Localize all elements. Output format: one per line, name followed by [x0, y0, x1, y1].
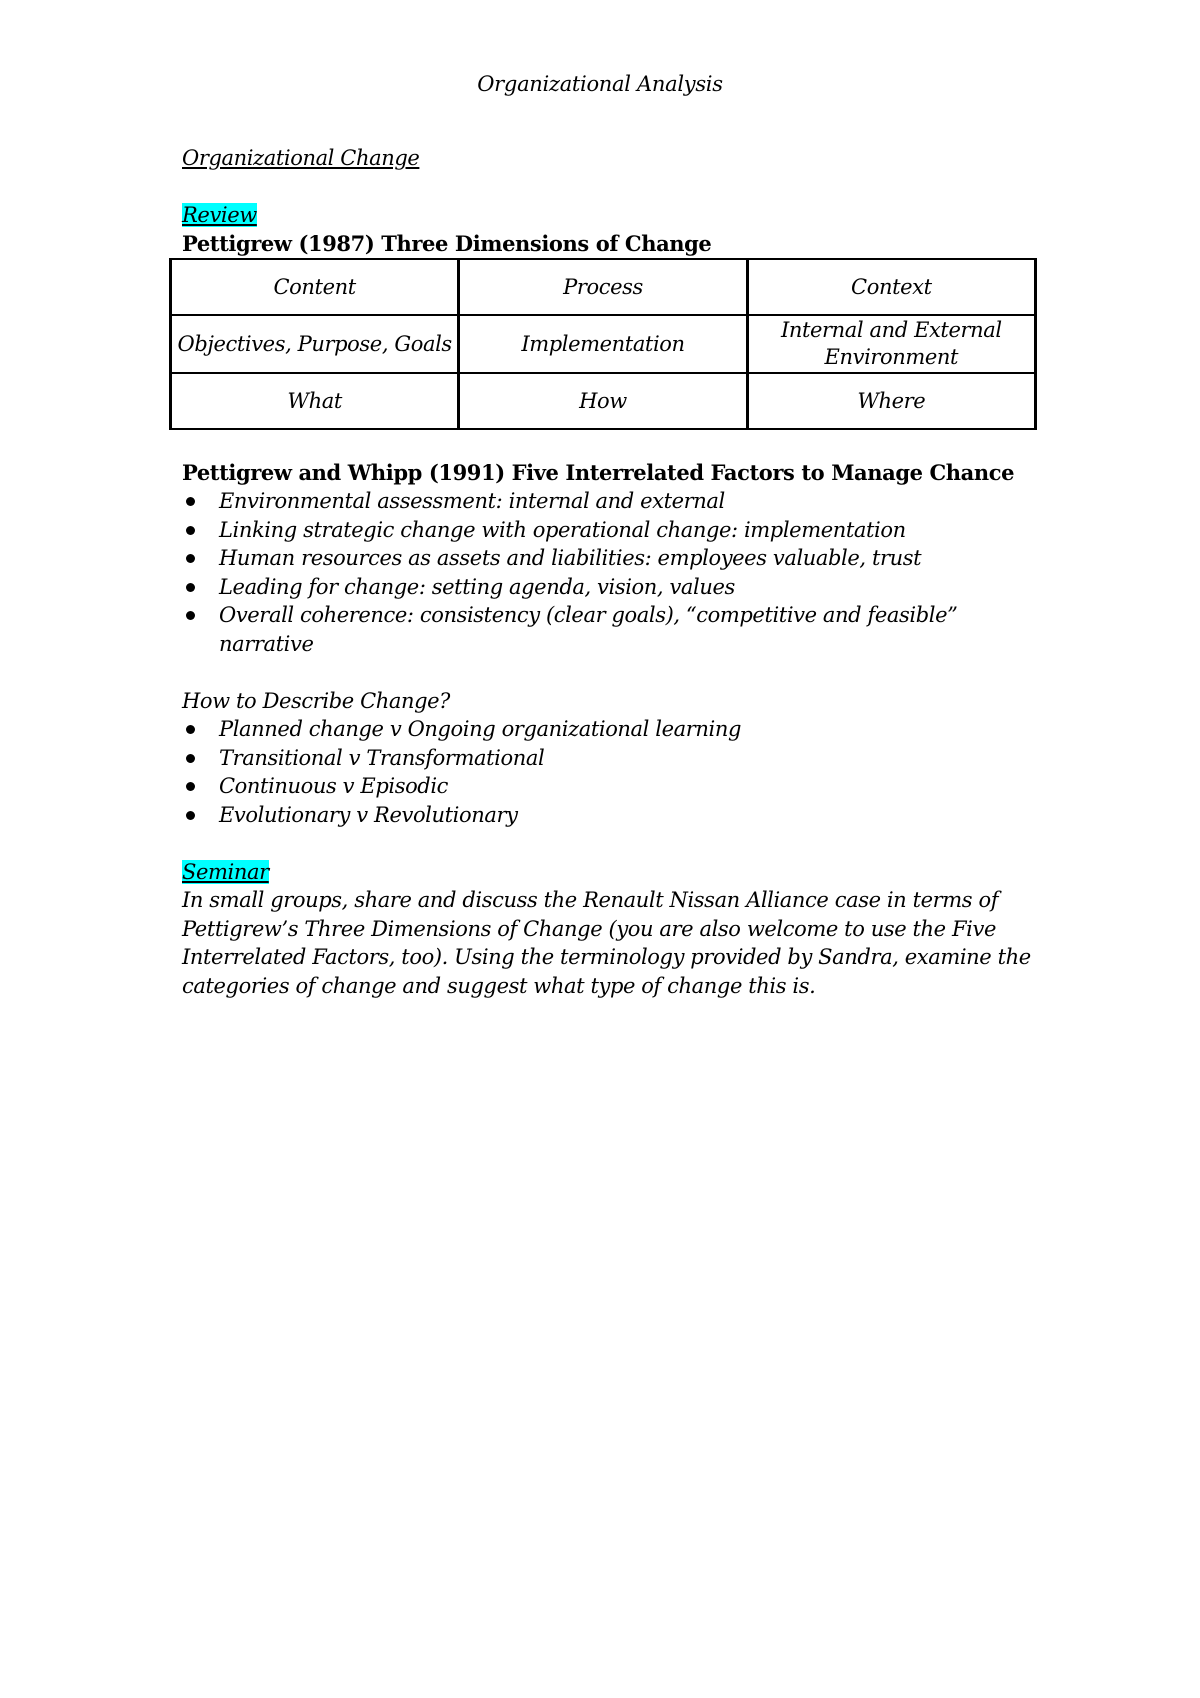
table-cell: Content: [171, 259, 459, 315]
list-item: Continuous v Episodic: [182, 772, 1042, 801]
factors-list: [182, 487, 1042, 658]
table-cell: Implementation: [459, 315, 747, 373]
section-title-text: Organizational Change: [182, 146, 420, 170]
bullet-icon: [186, 583, 195, 592]
dimensions-table: [169, 258, 1037, 430]
bullet-icon: [186, 526, 195, 535]
list-item: Evolutionary v Revolutionary: [182, 801, 1042, 830]
document-body: [177, 144, 1042, 1000]
list-item: Transitional v Transformational: [182, 744, 1042, 773]
table-cell: Where: [747, 373, 1035, 429]
table-cell: How: [459, 373, 747, 429]
table-cell: Context: [747, 259, 1035, 315]
list-item: Leading for change: setting agenda, vision, values: [182, 573, 1042, 602]
table-row: [171, 373, 1036, 429]
table-cell: Process: [459, 259, 747, 315]
table-cell: What: [171, 373, 459, 429]
seminar-label-text: Seminar: [182, 859, 269, 884]
list-item: Planned change v Ongoing organizational learning: [182, 715, 1042, 744]
section-title: [182, 144, 1042, 173]
table-cell: Internal and External Environment: [747, 315, 1035, 373]
review-label: [182, 201, 1042, 230]
describe-list: [182, 715, 1042, 829]
table-row: [171, 259, 1036, 315]
describe-heading: How to Describe Change?: [182, 688, 451, 713]
list-item: Overall coherence: consistency (clear goals), “competitive and feasible” narrative: [182, 601, 1042, 658]
table-row: [171, 315, 1036, 373]
seminar-label: [182, 858, 1042, 887]
bullet-icon: [186, 811, 195, 820]
list-item: Human resources as assets and liabilities: employees valuable, trust: [182, 544, 1042, 573]
bullet-icon: [186, 497, 195, 506]
seminar-paragraph: In small groups, share and discuss the Renault Nissan Alliance case in terms of Pettigrew’s Three Dimensions of Change (you are also welcome to use the Five Interrelated Factors, too). Using the terminology provided by Sandra, examine the categories of change and suggest what type of change this is.: [182, 888, 1031, 998]
bullet-icon: [186, 611, 195, 620]
bullet-icon: [186, 754, 195, 763]
page-header: Organizational Analysis: [477, 72, 723, 96]
bullet-icon: [186, 554, 195, 563]
table-cell: Objectives, Purpose, Goals: [171, 315, 459, 373]
bullet-icon: [186, 725, 195, 734]
list-item: Linking strategic change with operational change: implementation: [182, 516, 1042, 545]
review-heading: Pettigrew (1987) Three Dimensions of Change: [182, 230, 712, 256]
review-label-text: Review: [182, 203, 257, 227]
bullet-icon: [186, 782, 195, 791]
factors-heading: Pettigrew and Whipp (1991) Five Interrelated Factors to Manage Chance: [182, 459, 1015, 485]
list-item: Environmental assessment: internal and external: [182, 487, 1042, 516]
